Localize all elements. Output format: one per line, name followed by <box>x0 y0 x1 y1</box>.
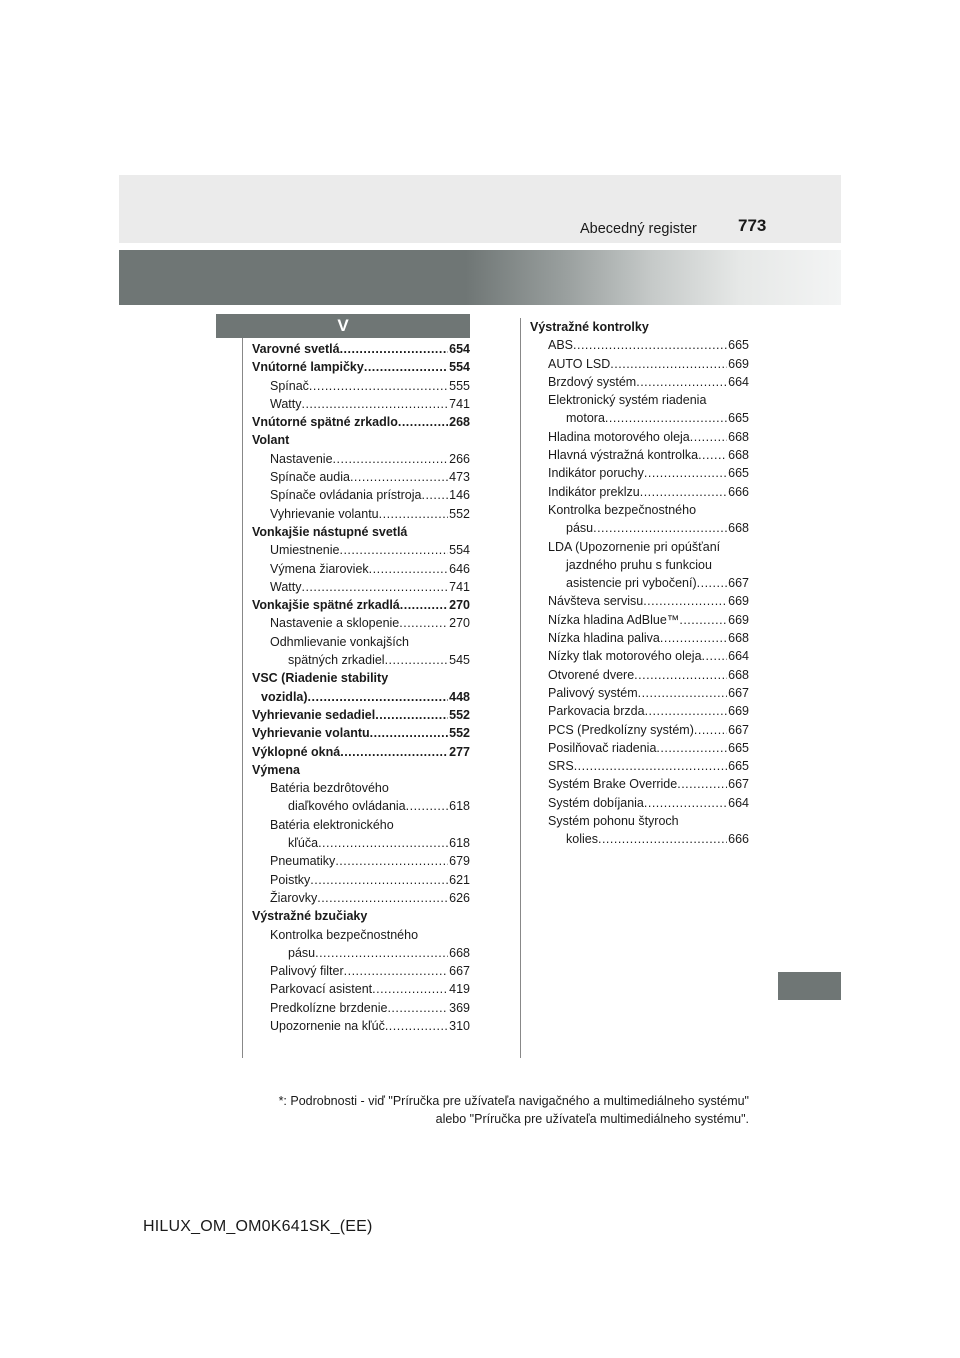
index-column-1 <box>252 340 470 1035</box>
index-entry-term: Varovné svetlá <box>252 342 340 356</box>
index-entry <box>530 739 749 757</box>
index-entry-page: 664 <box>728 795 749 810</box>
dot-leader <box>301 578 448 596</box>
index-entry-term: pásu <box>288 945 316 960</box>
index-entry <box>530 684 749 702</box>
index-entry-page: 654 <box>449 342 470 356</box>
index-entry-page: 741 <box>449 396 470 411</box>
index-entry <box>252 669 470 687</box>
dot-leader <box>310 871 448 889</box>
index-entry <box>252 779 470 797</box>
dot-leader <box>640 483 727 501</box>
dot-leader <box>605 409 727 427</box>
index-entry-term: Hladina motorového oleja <box>548 429 690 444</box>
index-entry-page: 369 <box>449 1000 470 1015</box>
index-entry-term: kľúča <box>288 836 319 851</box>
index-entry-term: Kontrolka bezpečnostného <box>548 502 697 517</box>
index-entry <box>252 340 470 358</box>
index-entry <box>530 812 749 830</box>
index-entry-page: 668 <box>728 631 749 646</box>
dot-leader <box>385 651 449 669</box>
dot-leader <box>573 336 727 354</box>
index-entry-term: Nízka hladina paliva <box>548 631 660 646</box>
dot-leader <box>694 721 727 739</box>
dot-leader <box>598 830 727 848</box>
index-entry-term: Kontrolka bezpečnostného <box>270 927 419 942</box>
index-entry-term: Indikátor poruchy <box>548 466 644 481</box>
index-entry <box>252 358 470 376</box>
index-entry-term: Parkovací asistent <box>270 982 373 997</box>
index-entry <box>252 505 470 523</box>
index-letter-heading: V <box>216 314 470 338</box>
index-entry-page: 552 <box>449 726 470 741</box>
index-entry-page: 626 <box>449 890 470 905</box>
index-entry <box>252 852 470 870</box>
index-entry <box>530 721 749 739</box>
index-entry <box>252 761 470 779</box>
index-entry-page: 419 <box>449 982 470 997</box>
index-entry-term: Predkolízne brzdenie <box>270 1000 388 1015</box>
dot-leader <box>301 395 448 413</box>
index-entry <box>530 629 749 647</box>
dot-leader <box>593 519 727 537</box>
dot-leader <box>679 611 727 629</box>
index-entry-page: 665 <box>728 740 749 755</box>
index-entry <box>252 871 470 889</box>
index-entry <box>530 538 749 556</box>
dot-leader <box>308 688 449 706</box>
index-entry <box>252 596 470 614</box>
dot-leader <box>644 464 727 482</box>
index-entry-term: Spínače audia <box>270 470 350 485</box>
index-entry <box>530 757 749 775</box>
index-entry-page: 668 <box>449 945 470 960</box>
index-entry-term: Spínače ovládania prístroja <box>270 488 422 503</box>
index-entry <box>252 999 470 1017</box>
dot-leader <box>318 834 448 852</box>
index-entry-page: 665 <box>728 338 749 353</box>
index-entry-page: 266 <box>449 451 470 466</box>
index-entry-term: Pneumatiky <box>270 854 336 869</box>
dot-leader <box>317 889 448 907</box>
column-divider-middle <box>520 318 521 1058</box>
document-code: HILUX_OM_OM0K641SK_(EE) <box>143 1218 373 1235</box>
column-divider-left <box>242 338 243 1058</box>
index-entry-term: asistencie pri vybočení) <box>566 576 697 591</box>
dot-leader <box>369 560 448 578</box>
index-entry-page: 270 <box>449 598 470 613</box>
index-entry <box>530 318 749 336</box>
index-entry <box>530 336 749 354</box>
dot-leader <box>315 944 448 962</box>
section-title: Abecedný register <box>580 221 697 237</box>
dot-leader <box>379 505 449 523</box>
index-entry-term: Vonkajšie spätné zrkadlá <box>252 598 400 613</box>
index-entry-term: Posilňovač riadenia <box>548 740 657 755</box>
index-entry-term: Palivový systém <box>548 685 638 700</box>
index-entry <box>530 666 749 684</box>
index-entry-term: Výstražné bzučiaky <box>252 909 368 924</box>
index-entry <box>252 743 470 761</box>
index-entry-page: 666 <box>728 484 749 499</box>
index-entry-page: 667 <box>728 722 749 737</box>
index-entry <box>530 611 749 629</box>
dot-leader <box>340 743 448 761</box>
index-entry-term: AUTO LSD <box>548 356 611 371</box>
dot-leader <box>610 355 727 373</box>
index-entry-term: Elektronický systém riadenia <box>548 393 707 408</box>
index-entry <box>252 614 470 632</box>
footnote-line-2: alebo "Príručka pre užívateľa multimediálneho systému". <box>435 1112 749 1126</box>
index-entry <box>530 501 749 519</box>
index-entry <box>252 560 470 578</box>
index-entry <box>252 450 470 468</box>
dot-leader <box>400 596 448 614</box>
index-entry <box>530 391 749 409</box>
index-entry-term: Systém Brake Override <box>548 777 678 792</box>
index-entry <box>530 794 749 812</box>
dot-leader <box>634 666 727 684</box>
index-entry-page: 665 <box>728 411 749 426</box>
index-entry-term: Nastavenie a sklopenie <box>270 616 400 631</box>
index-entry-page: 666 <box>728 832 749 847</box>
index-entry <box>252 413 470 431</box>
index-entry-page: 668 <box>728 667 749 682</box>
index-entry-page: 669 <box>728 356 749 371</box>
dot-leader <box>309 377 448 395</box>
index-entry <box>252 468 470 486</box>
index-entry-term: Brzdový systém <box>548 374 637 389</box>
index-entry-page: 646 <box>449 561 470 576</box>
index-entry <box>252 651 470 669</box>
index-entry-term: Parkovacia brzda <box>548 704 645 719</box>
dot-leader <box>398 413 448 431</box>
index-entry <box>252 706 470 724</box>
index-entry <box>252 889 470 907</box>
index-entry-page: 667 <box>728 777 749 792</box>
index-entry-term: kolies <box>566 832 598 847</box>
index-entry-term: motora <box>566 411 605 426</box>
index-entry-term: LDA (Upozornenie pri opúšťaní <box>548 539 721 554</box>
index-entry-term: Batéria bezdrôtového <box>270 781 389 796</box>
dot-leader <box>335 852 448 870</box>
index-entry <box>252 1017 470 1035</box>
index-entry-page: 554 <box>449 360 470 375</box>
index-entry-page: 668 <box>728 448 749 463</box>
index-entry-term: Žiarovky <box>270 890 318 905</box>
dot-leader <box>372 980 448 998</box>
index-entry <box>530 775 749 793</box>
index-entry-term: Palivový filter <box>270 964 344 979</box>
index-entry-term: Spínač <box>270 378 309 393</box>
index-entry-term: jazdného pruhu s funkciou <box>566 557 712 572</box>
index-entry <box>530 702 749 720</box>
index-entry-term: Vyhrievanie sedadiel <box>252 707 376 722</box>
dot-leader <box>340 340 449 358</box>
index-entry-page: 448 <box>449 689 470 704</box>
index-column-2 <box>530 318 749 849</box>
dot-leader <box>697 574 728 592</box>
index-entry-term: VSC (Riadenie stability <box>252 671 389 686</box>
index-entry-term: Vnútorné spätné zrkadlo <box>252 415 398 430</box>
index-entry-term: Nízky tlak motorového oleja <box>548 649 702 664</box>
index-entry-term: Watty <box>270 579 302 594</box>
dot-leader <box>690 428 727 446</box>
index-entry-page: 277 <box>449 744 470 759</box>
index-entry-page: 618 <box>449 799 470 814</box>
index-entry <box>252 578 470 596</box>
index-entry-page: 268 <box>449 415 470 430</box>
dot-leader <box>385 1017 448 1035</box>
dot-leader <box>350 468 448 486</box>
dot-leader <box>643 592 727 610</box>
index-entry-page: 665 <box>728 759 749 774</box>
header-gradient-band <box>119 250 841 305</box>
dot-leader <box>644 794 727 812</box>
index-entry <box>530 574 749 592</box>
chapter-side-tab <box>778 972 841 1000</box>
index-entry-page: 741 <box>449 579 470 594</box>
index-entry-term: Výmena žiaroviek <box>270 561 369 576</box>
dot-leader <box>660 629 727 647</box>
index-entry <box>252 724 470 742</box>
index-entry-term: Indikátor preklzu <box>548 484 640 499</box>
index-entry-term: Volant <box>252 433 290 448</box>
index-entry <box>252 377 470 395</box>
dot-leader <box>364 358 448 376</box>
index-entry-term: Nastavenie <box>270 451 333 466</box>
index-entry-page: 618 <box>449 836 470 851</box>
index-entry-page: 669 <box>728 612 749 627</box>
index-entry <box>252 907 470 925</box>
index-entry-term: spätných zrkadiel <box>288 653 385 668</box>
index-entry-term: Batéria elektronického <box>270 817 394 832</box>
index-entry-page: 310 <box>449 1018 470 1033</box>
index-entry-page: 669 <box>728 594 749 609</box>
index-entry-term: Systém pohonu štyroch <box>548 814 679 829</box>
dot-leader <box>406 797 449 815</box>
index-entry <box>530 409 749 427</box>
index-entry <box>252 926 470 944</box>
dot-leader <box>344 962 449 980</box>
index-entry <box>530 830 749 848</box>
dot-leader <box>645 702 728 720</box>
header-bar <box>119 175 841 243</box>
index-entry-term: ABS <box>548 338 574 353</box>
dot-leader <box>574 757 727 775</box>
index-entry <box>530 556 749 574</box>
dot-leader <box>636 373 727 391</box>
index-entry <box>252 688 470 706</box>
index-entry <box>252 816 470 834</box>
footnote-line-1: *: Podrobnosti - viď "Príručka pre užívateľa navigačného a multimediálneho systému" <box>278 1094 749 1108</box>
index-entry <box>252 980 470 998</box>
index-entry-term: Vyhrievanie volantu <box>270 506 379 521</box>
index-entry <box>252 797 470 815</box>
index-entry <box>252 395 470 413</box>
index-entry-page: 621 <box>449 872 470 887</box>
index-entry-term: Vyhrievanie volantu <box>252 726 370 741</box>
index-entry <box>252 541 470 559</box>
index-entry-term: Systém dobíjania <box>548 795 644 810</box>
index-entry-page: 146 <box>449 488 470 503</box>
index-entry-page: 554 <box>449 543 470 558</box>
index-entry <box>252 486 470 504</box>
index-entry-page: 270 <box>449 616 470 631</box>
index-entry <box>252 633 470 651</box>
index-entry-page: 667 <box>728 576 749 591</box>
index-entry <box>252 962 470 980</box>
index-entry-page: 664 <box>728 374 749 389</box>
index-entry-term: SRS <box>548 759 574 774</box>
dot-leader <box>702 647 728 665</box>
index-entry-term: Upozornenie na kľúč <box>270 1018 385 1033</box>
dot-leader <box>370 724 449 742</box>
dot-leader <box>677 775 727 793</box>
index-entry-term: diaľkového ovládania <box>288 799 406 814</box>
index-entry <box>530 373 749 391</box>
index-entry-term: PCS (Predkolízny systém) <box>548 722 694 737</box>
dot-leader <box>387 999 448 1017</box>
index-entry-term: Watty <box>270 396 302 411</box>
index-entry-term: vozidla) <box>261 689 308 704</box>
index-entry-page: 552 <box>449 506 470 521</box>
index-entry <box>252 834 470 852</box>
page-number: 773 <box>738 216 767 235</box>
dot-leader <box>399 614 448 632</box>
index-entry-term: Návšteva servisu <box>548 594 644 609</box>
dot-leader <box>339 541 448 559</box>
index-entry-page: 667 <box>728 685 749 700</box>
index-entry-page: 665 <box>728 466 749 481</box>
dot-leader <box>638 684 728 702</box>
index-entry-term: Umiestnenie <box>270 543 340 558</box>
index-entry <box>530 647 749 665</box>
index-entry-term: Otvorené dvere <box>548 667 635 682</box>
index-entry-term: Výmena <box>252 762 300 777</box>
index-entry <box>530 519 749 537</box>
index-entry-term: Výklopné okná <box>252 744 341 759</box>
index-entry-page: 669 <box>728 704 749 719</box>
index-entry-page: 668 <box>728 429 749 444</box>
index-entry-term: Odhmlievanie vonkajších <box>270 634 409 649</box>
index-entry-term: Vonkajšie nástupné svetlá <box>252 524 408 539</box>
dot-leader <box>333 450 449 468</box>
index-entry-term: Vnútorné lampičky <box>252 360 364 375</box>
index-entry <box>252 944 470 962</box>
index-entry-term: Poistky <box>270 872 311 887</box>
index-entry-term: pásu <box>566 521 594 536</box>
index-entry-page: 555 <box>449 378 470 393</box>
dot-leader <box>375 706 448 724</box>
index-entry <box>530 355 749 373</box>
index-entry-page: 664 <box>728 649 749 664</box>
index-entry-page: 668 <box>728 521 749 536</box>
dot-leader <box>656 739 727 757</box>
index-entry-page: 473 <box>449 470 470 485</box>
index-entry-page: 545 <box>449 653 470 668</box>
index-entry <box>252 431 470 449</box>
index-entry <box>530 446 749 464</box>
index-entry-term: Hlavná výstražná kontrolka <box>548 448 699 463</box>
index-entry-term: Nízka hladina AdBlue™ <box>548 612 680 627</box>
index-entry <box>252 523 470 541</box>
index-entry-page: 679 <box>449 854 470 869</box>
dot-leader <box>421 486 448 504</box>
index-entry <box>530 483 749 501</box>
index-entry <box>530 464 749 482</box>
dot-leader <box>698 446 727 464</box>
index-entry-page: 667 <box>449 964 470 979</box>
index-entry-page: 552 <box>449 707 470 722</box>
index-entry <box>530 428 749 446</box>
index-entry-term: Výstražné kontrolky <box>530 320 649 334</box>
index-entry <box>530 592 749 610</box>
